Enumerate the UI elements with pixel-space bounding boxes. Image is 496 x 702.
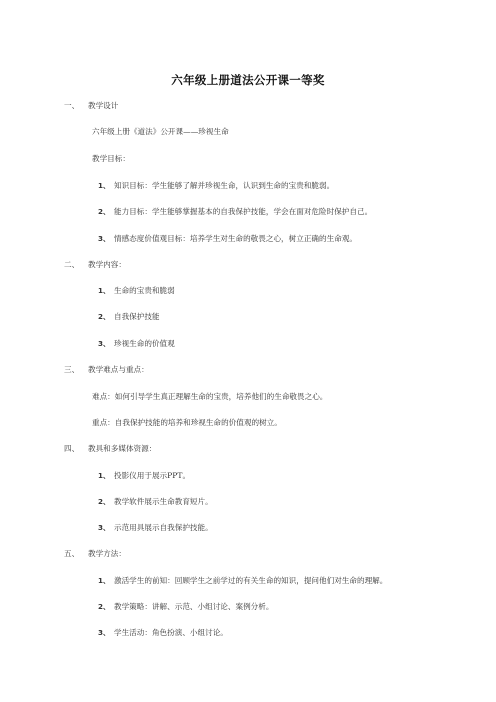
list-item [98, 181, 334, 191]
list-item [98, 497, 213, 507]
section-number: 五、 [64, 549, 80, 558]
list-item-number: 2、 [98, 207, 111, 216]
list-item-number: 1、 [98, 576, 111, 585]
paragraph: 教学目标： [92, 154, 130, 163]
section-heading [64, 365, 149, 375]
list-item-number: 2、 [98, 497, 111, 506]
paragraph: 六年级上册《道法》公开课——珍视生命 [92, 127, 229, 136]
list-item [98, 286, 175, 296]
list-item [98, 234, 357, 244]
list-item-text: 教学软件展示生命教育短片。 [114, 497, 213, 506]
section-number: 四、 [64, 444, 80, 453]
list-item [98, 576, 387, 586]
list-item-number: 1、 [98, 181, 111, 190]
section-heading-text: 教学难点与重点： [88, 365, 149, 374]
section-heading-text: 教学设计 [88, 101, 119, 110]
list-item-text: 情感态度价值观目标：培养学生对生命的敬畏之心，树立正确的生命观。 [114, 234, 357, 243]
list-item-text: 珍视生命的价值观 [114, 339, 175, 348]
list-item-text: 学生活动：角色扮演、小组讨论。 [114, 628, 228, 637]
list-item-text: 知识目标：学生能够了解并珍视生命，认识到生命的宝贵和脆弱。 [114, 181, 335, 190]
list-item [98, 628, 228, 638]
list-item-number: 3、 [98, 523, 111, 532]
section-heading [64, 260, 126, 270]
list-item-text: 生命的宝贵和脆弱 [114, 286, 175, 295]
list-item-number: 1、 [98, 286, 111, 295]
section-number: 一、 [64, 101, 80, 110]
list-item [98, 471, 190, 481]
section-heading [64, 549, 126, 559]
list-item [98, 339, 175, 349]
section-heading [64, 101, 118, 111]
section-heading-text: 教学内容： [88, 260, 126, 269]
list-item-text: 投影仪用于展示PPT。 [114, 471, 191, 480]
list-item-text: 教学策略：讲解、示范、小组讨论、案例分析。 [114, 602, 274, 611]
list-item-number: 3、 [98, 234, 111, 243]
section-number: 二、 [64, 260, 80, 269]
list-item [98, 523, 213, 533]
list-item-text: 示范用具展示自我保护技能。 [114, 523, 213, 532]
list-item-number: 3、 [98, 339, 111, 348]
document-title: 六年级上册道法公开课一等奖 [171, 73, 325, 87]
section-heading-text: 教学方法： [88, 549, 126, 558]
list-item-text: 能力目标：学生能够掌握基本的自我保护技能，学会在面对危险时保护自己。 [114, 207, 373, 216]
list-item [98, 602, 273, 612]
list-item-text: 自我保护技能 [114, 312, 160, 321]
list-item [98, 207, 372, 217]
section-number: 三、 [64, 365, 80, 374]
list-item-number: 2、 [98, 312, 111, 321]
section-heading [64, 444, 156, 454]
list-item-number: 1、 [98, 471, 111, 480]
list-item-number: 2、 [98, 602, 111, 611]
list-item-number: 3、 [98, 628, 111, 637]
list-item [98, 312, 160, 322]
list-item-text: 激活学生的前知：回顾学生之前学过的有关生命的知识，提问他们对生命的理解。 [114, 576, 388, 585]
paragraph: 难点：如何引导学生真正理解生命的宝贵，培养他们的生命敬畏之心。 [92, 392, 328, 401]
paragraph: 重点：自我保护技能的培养和珍视生命的价值观的树立。 [92, 418, 282, 427]
section-heading-text: 教具和多媒体资源： [88, 444, 157, 453]
